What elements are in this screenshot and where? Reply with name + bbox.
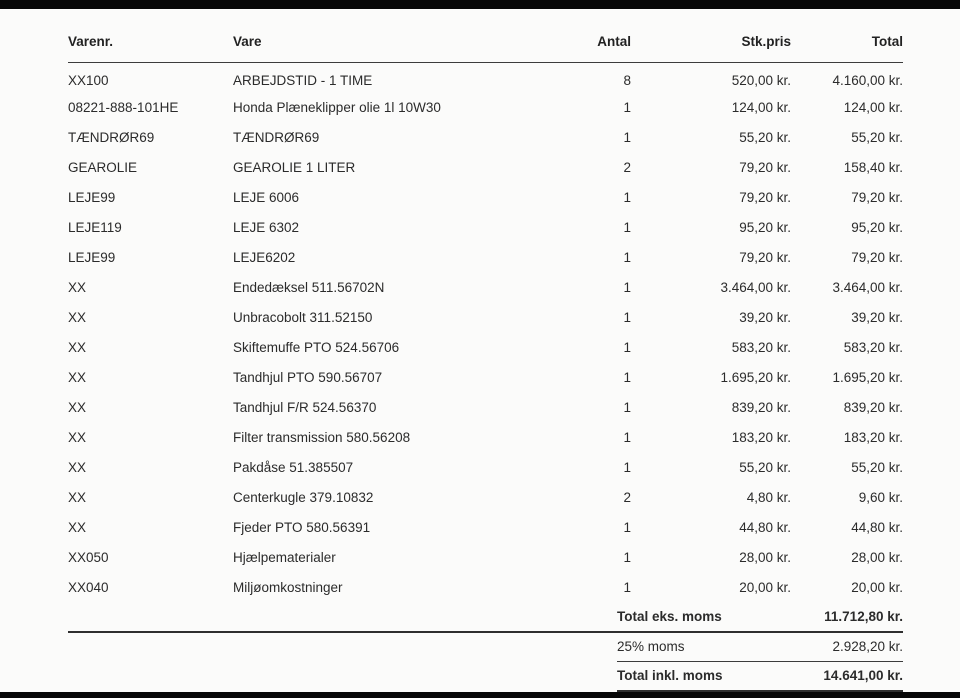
cell-stkpris: 55,20 kr. <box>739 130 791 145</box>
table-row <box>68 393 903 423</box>
cell-stkpris: 4,80 kr. <box>746 490 791 505</box>
cell-antal: 1 <box>623 580 631 595</box>
vat-value: 2.928,20 kr. <box>832 639 903 654</box>
cell-varenr: XX <box>68 370 87 385</box>
cell-total: 39,20 kr. <box>851 310 903 325</box>
table-row <box>68 273 903 303</box>
cell-varenr: XX <box>68 520 87 535</box>
cell-stkpris: 3.464,00 kr. <box>720 280 791 295</box>
cell-antal: 1 <box>623 310 631 325</box>
cell-total: 3.464,00 kr. <box>832 280 903 295</box>
vat-label: 25% moms <box>617 639 685 654</box>
table-row <box>68 333 903 363</box>
table-row <box>68 183 903 213</box>
cell-vare: Hjælpematerialer <box>233 550 336 565</box>
cell-stkpris: 20,00 kr. <box>739 580 791 595</box>
cell-antal: 1 <box>623 280 631 295</box>
cell-total: 44,80 kr. <box>851 520 903 535</box>
cell-total: 55,20 kr. <box>851 460 903 475</box>
cell-vare: Centerkugle 379.10832 <box>233 490 374 505</box>
cell-vare: TÆNDRØR69 <box>233 130 320 145</box>
cell-antal: 1 <box>623 130 631 145</box>
vat-row <box>617 633 903 661</box>
cell-stkpris: 55,20 kr. <box>739 460 791 475</box>
total-ex-vat-row <box>617 603 903 631</box>
cell-varenr: LEJE99 <box>68 250 116 265</box>
cell-vare: ARBEJDSTID - 1 TIME <box>233 72 373 88</box>
cell-varenr: TÆNDRØR69 <box>68 130 155 145</box>
cell-varenr: XX <box>68 400 87 415</box>
table-row <box>68 123 903 153</box>
cell-total: 20,00 kr. <box>851 580 903 595</box>
table-row <box>68 363 903 393</box>
cell-total: 4.160,00 kr. <box>832 72 903 88</box>
cell-varenr: LEJE119 <box>68 220 122 235</box>
total-ex-vat-label: Total eks. moms <box>617 609 722 624</box>
cell-antal: 1 <box>623 460 631 475</box>
cell-antal: 1 <box>623 400 631 415</box>
cell-total: 183,20 kr. <box>843 430 903 445</box>
column-header-varenr: Varenr. <box>68 34 233 63</box>
cell-stkpris: 95,20 kr. <box>739 220 791 235</box>
cell-vare: GEAROLIE 1 LITER <box>233 160 356 175</box>
cell-vare: Tandhjul F/R 524.56370 <box>233 400 377 415</box>
column-header-vare: Vare <box>233 34 521 63</box>
cell-stkpris: 79,20 kr. <box>739 250 791 265</box>
column-header-total: Total <box>791 34 903 63</box>
table-body <box>68 63 903 603</box>
cell-total: 79,20 kr. <box>851 190 903 205</box>
cell-vare: Unbracobolt 311.52150 <box>233 310 373 325</box>
cell-varenr: XX <box>68 280 87 295</box>
cell-total: 1.695,20 kr. <box>832 370 903 385</box>
cell-varenr: XX050 <box>68 550 109 565</box>
table-row <box>68 483 903 513</box>
table-row <box>68 243 903 273</box>
invoice-table <box>68 34 903 603</box>
cell-antal: 1 <box>623 220 631 235</box>
total-incl-vat-label: Total inkl. moms <box>617 668 723 683</box>
cell-antal: 1 <box>623 190 631 205</box>
cell-antal: 1 <box>623 520 631 535</box>
cell-varenr: GEAROLIE <box>68 160 138 175</box>
cell-stkpris: 124,00 kr. <box>731 100 791 115</box>
cell-varenr: XX <box>68 490 87 505</box>
cell-varenr: XX100 <box>68 72 109 88</box>
table-row <box>68 303 903 333</box>
cell-vare: Endedæksel 511.56702N <box>233 280 385 295</box>
cell-stkpris: 28,00 kr. <box>739 550 791 565</box>
cell-stkpris: 520,00 kr. <box>731 72 791 88</box>
table-row <box>68 213 903 243</box>
cell-stkpris: 583,20 kr. <box>731 340 791 355</box>
total-incl-vat-row <box>617 662 903 690</box>
totals-sub-section <box>617 633 903 692</box>
invoice-document <box>0 9 960 692</box>
cell-antal: 1 <box>623 430 631 445</box>
cell-vare: Skiftemuffe PTO 524.56706 <box>233 340 400 355</box>
table-header-row <box>68 34 903 63</box>
cell-total: 9,60 kr. <box>858 490 903 505</box>
cell-total: 95,20 kr. <box>851 220 903 235</box>
cell-vare: Honda Plæneklipper olie 1l 10W30 <box>233 100 441 115</box>
cell-total: 124,00 kr. <box>843 100 903 115</box>
cell-antal: 8 <box>623 72 631 88</box>
cell-antal: 1 <box>623 100 631 115</box>
cell-antal: 1 <box>623 340 631 355</box>
cell-stkpris: 183,20 kr. <box>731 430 791 445</box>
column-header-antal: Antal <box>521 34 631 63</box>
cell-vare: Fjeder PTO 580.56391 <box>233 520 371 535</box>
cell-stkpris: 79,20 kr. <box>739 160 791 175</box>
cell-varenr: XX <box>68 430 87 445</box>
cell-vare: Pakdåse 51.385507 <box>233 460 354 475</box>
cell-varenr: XX <box>68 310 87 325</box>
cell-varenr: XX040 <box>68 580 109 595</box>
cell-varenr: LEJE99 <box>68 190 116 205</box>
cell-antal: 1 <box>623 550 631 565</box>
cell-antal: 1 <box>623 370 631 385</box>
table-row <box>68 63 903 93</box>
total-ex-vat-value: 11.712,80 kr. <box>824 609 903 624</box>
cell-total: 158,40 kr. <box>843 160 903 175</box>
bottom-black-bar <box>0 692 960 698</box>
cell-stkpris: 839,20 kr. <box>731 400 791 415</box>
cell-vare: Miljøomkostninger <box>233 580 343 595</box>
cell-antal: 2 <box>623 490 631 505</box>
cell-total: 79,20 kr. <box>851 250 903 265</box>
table-row <box>68 513 903 543</box>
cell-antal: 1 <box>623 250 631 265</box>
table-row <box>68 453 903 483</box>
table-row <box>68 93 903 123</box>
table-row <box>68 543 903 573</box>
cell-stkpris: 44,80 kr. <box>739 520 791 535</box>
cell-stkpris: 39,20 kr. <box>739 310 791 325</box>
cell-vare: Tandhjul PTO 590.56707 <box>233 370 383 385</box>
top-black-bar <box>0 0 960 9</box>
total-incl-vat-value: 14.641,00 kr. <box>823 668 903 683</box>
table-row <box>68 153 903 183</box>
cell-total: 583,20 kr. <box>843 340 903 355</box>
table-row <box>68 573 903 603</box>
cell-varenr: XX <box>68 460 87 475</box>
cell-total: 28,00 kr. <box>851 550 903 565</box>
cell-antal: 2 <box>623 160 631 175</box>
column-header-stkpris: Stk.pris <box>631 34 791 63</box>
cell-varenr: XX <box>68 340 87 355</box>
cell-vare: LEJE 6302 <box>233 220 300 235</box>
cell-vare: LEJE6202 <box>233 250 296 265</box>
cell-stkpris: 79,20 kr. <box>739 190 791 205</box>
cell-vare: Filter transmission 580.56208 <box>233 430 411 445</box>
cell-stkpris: 1.695,20 kr. <box>720 370 791 385</box>
cell-vare: LEJE 6006 <box>233 190 300 205</box>
cell-varenr: 08221-888-101HE <box>68 100 179 115</box>
cell-total: 839,20 kr. <box>843 400 903 415</box>
cell-total: 55,20 kr. <box>851 130 903 145</box>
table-row <box>68 423 903 453</box>
